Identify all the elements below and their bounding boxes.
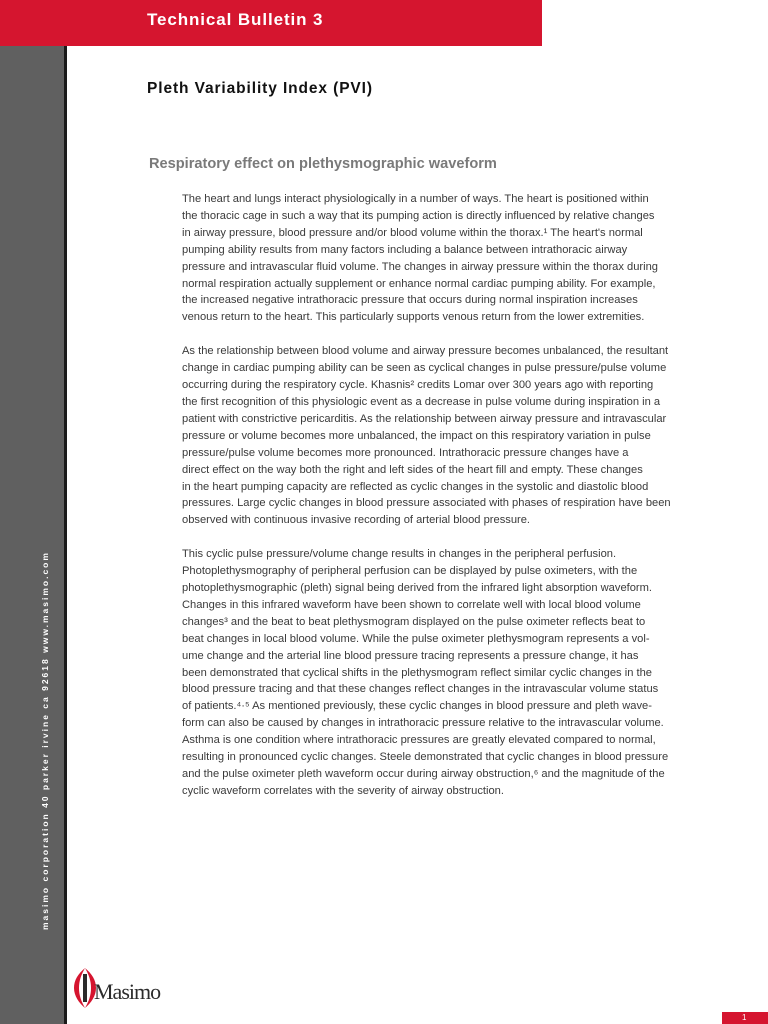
text-line: been demonstrated that cyclical shifts in the plethysmogram reflect similar cyclic changes in the xyxy=(182,666,652,679)
text-line: beat changes in local blood volume. While the pulse oximeter plethysmogram represents a vol- xyxy=(182,632,650,645)
text-line: pressures. Large cyclic changes in blood pressure associated with phases of respiration have been xyxy=(182,497,671,510)
text-line: pressure/pulse volume becomes more pronounced. Intrathoracic pressure changes have a xyxy=(182,446,629,459)
text-line: patient with constrictive pericarditis. As the relationship between airway pressure and intravascular xyxy=(182,412,667,425)
text-line: pressure and intravascular fluid volume. The changes in airway pressure within the thorax during xyxy=(182,260,658,273)
text-line: the first recognition of this physiologic event as a decrease in pulse volume during inspiration in a xyxy=(182,395,661,408)
sidebar-divider xyxy=(64,46,67,1024)
text-line: occurring during the respiratory cycle. Khasnis² credits Lomar over 300 years ago with reporting xyxy=(182,379,654,392)
text-line: As the relationship between blood volume and airway pressure becomes unbalanced, the resultant xyxy=(182,345,669,358)
sidebar-address: masimo corporation 40 parker irvine ca 92618 www.masimo.com xyxy=(40,551,50,930)
page-number: 1 xyxy=(742,1013,747,1022)
document-title: Pleth Variability Index (PVI) xyxy=(147,80,373,97)
text-line: resulting in pronounced cyclic changes. Steele demonstrated that cyclic changes in blood pressure xyxy=(182,751,669,764)
text-line: observed with continuous invasive recording of arterial blood pressure. xyxy=(182,514,531,527)
text-line: venous return to the heart. This particularly supports venous return from the lower extremities. xyxy=(182,311,645,324)
text-line: Asthma is one condition where intrathoracic pressures are greatly elevated compared to normal, xyxy=(182,734,656,747)
text-line: pumping ability results from many factors including a balance between intrathoracic airway xyxy=(182,243,628,256)
text-line: of patients.⁴·⁵ As mentioned previously, these cyclic changes in blood pressure and pleth wave- xyxy=(182,700,652,713)
text-line: in airway pressure, blood pressure and/or blood volume within the thorax.¹ The heart's normal xyxy=(182,226,643,239)
paragraph-1 xyxy=(182,191,722,326)
text-line: pressure or volume becomes more unbalanced, the impact on this respiratory variation in pulse xyxy=(182,429,651,442)
text-line: cyclic waveform correlates with the severity of airway obstruction. xyxy=(182,784,504,797)
text-line: changes³ and the beat to beat plethysmogram displayed on the pulse oximeter reflects beat to xyxy=(182,615,646,628)
header-title: Technical Bulletin 3 xyxy=(147,10,324,29)
logo-wordmark: Masimo xyxy=(94,979,161,1004)
header-band xyxy=(0,0,542,46)
text-line: and the pulse oximeter pleth waveform occur during airway obstruction,⁶ and the magnitude of the xyxy=(182,768,665,780)
sidebar-strip xyxy=(0,0,64,1024)
text-line: ume change and the arterial line blood pressure tracing represents a pressure change, it has xyxy=(182,649,639,662)
text-line: Changes in this infrared waveform have been shown to correlate well with local blood volume xyxy=(182,598,641,611)
text-line: Photoplethysmography of peripheral perfusion can be displayed by pulse oximeters, with the xyxy=(182,565,638,578)
section-heading: Respiratory effect on plethysmographic waveform xyxy=(149,156,497,172)
masimo-logo xyxy=(72,962,164,1012)
text-line: form can also be caused by changes in intrathoracic pressure relative to the intravascular volume. xyxy=(182,717,664,730)
text-line: in the heart pumping capacity are reflected as cyclic changes in the systolic and diastolic blood xyxy=(182,480,649,493)
text-line: change in cardiac pumping ability can be seen as cyclical changes in pulse pressure/pulse volume xyxy=(182,362,667,375)
text-line: This cyclic pulse pressure/volume change results in changes in the peripheral perfusion. xyxy=(182,548,617,561)
text-line: photoplethysmographic (pleth) signal being derived from the infrared light absorption waveform. xyxy=(182,582,653,595)
text-line: the thoracic cage in such a way that its pumping action is directly influenced by relative changes xyxy=(182,209,655,222)
text-line: normal respiration actually supplement or enhance normal cardiac pumping ability. For example, xyxy=(182,277,656,290)
paragraph-2 xyxy=(182,343,722,529)
text-line: blood pressure tracing and that these changes reflect changes in the intravascular volume status xyxy=(182,683,659,696)
paragraph-3 xyxy=(182,546,722,800)
text-line: direct effect on the way both the right and left sides of the heart fill and empty. These changes xyxy=(182,463,643,476)
text-line: The heart and lungs interact physiologically in a number of ways. The heart is positioned within xyxy=(182,193,649,205)
text-line: the increased negative intrathoracic pressure that occurs during normal inspiration increases xyxy=(182,294,638,307)
body-text xyxy=(182,191,722,817)
